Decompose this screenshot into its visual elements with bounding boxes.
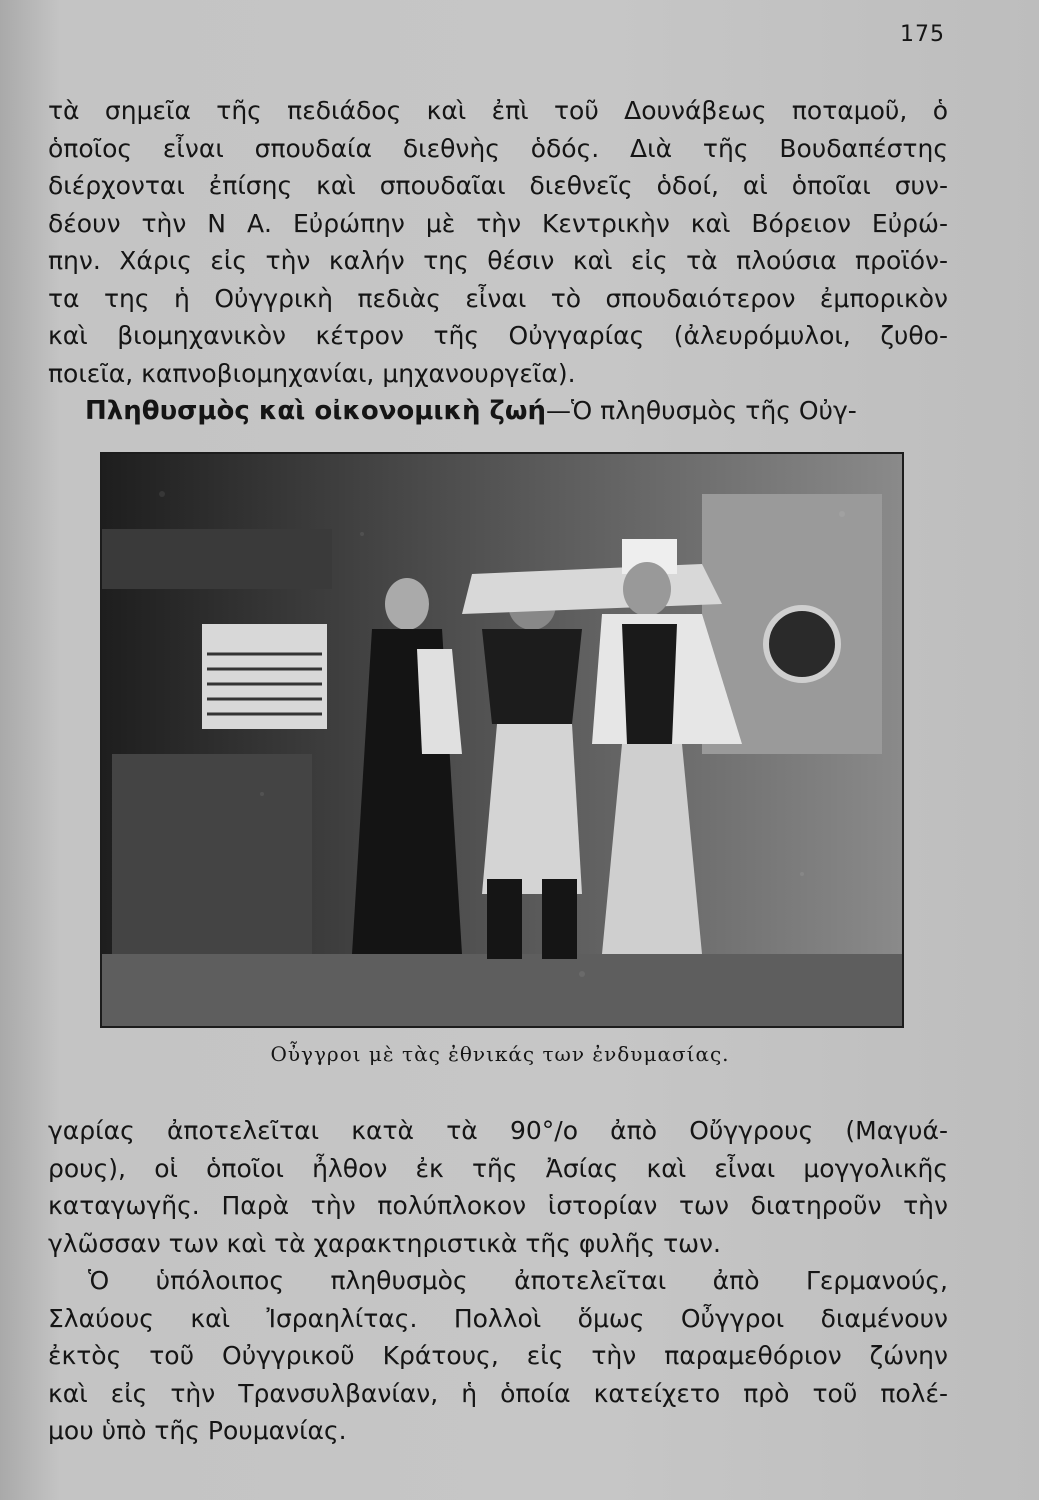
- text-line: γαρίας ἀποτελεῖται κατὰ τὰ 90°/ο ἀπὸ Οὔγγρους (Μαγυά-: [48, 1116, 948, 1145]
- text-line: καὶ εἰς τὴν Τρανσυλβανίαν, ἡ ὁποία κατείχετο πρὸ τοῦ πολέ-: [48, 1378, 948, 1408]
- text-line: τὰ σημεῖα τῆς πεδιάδος καὶ ἐπὶ τοῦ Δουνάβεως ποταμοῦ, ὁ: [48, 96, 948, 125]
- photograph: [100, 452, 904, 1028]
- text-line: πην. Χάρις εἰς τὴν καλήν της θέσιν καὶ εἰς τὰ πλούσια προϊόν-: [48, 246, 948, 275]
- photograph-illustration: [102, 454, 902, 1026]
- text-line: ἐκτὸς τοῦ Οὐγγρικοῦ Κράτους, εἰς τὴν παραμεθόριον ζώνην: [48, 1341, 948, 1370]
- figure-caption: Οὖγγροι μὲ τὰς ἐθνικάς των ἐνδυμασίας.: [270, 1042, 730, 1066]
- bottom-paragraphs: [48, 1112, 948, 1450]
- wall-plate: [766, 608, 838, 680]
- text-line: δέουν τὴν Ν Α. Εὐρώπην μὲ τὴν Κεντρικὴν καὶ Βόρειον Εὐρώ-: [48, 208, 948, 238]
- section-heading-line: [85, 392, 945, 430]
- text-line: διέρχονται ἐπίσης καὶ σπουδαῖαι διεθνεῖς ὁδοί, αἱ ὁποῖαι συν-: [48, 171, 948, 200]
- text-line: τα της ἡ Οὐγγρικὴ πεδιὰς εἶναι τὸ σπουδαιότερον ἐμπορικὸν: [48, 283, 948, 313]
- wooden-shelf: [102, 529, 332, 589]
- text-line: καταγωγῆς. Παρὰ τὴν πολύπλοκον ἱστορίαν των διατηροῦν τὴν: [48, 1191, 948, 1220]
- text-line: ποιεῖα, καπνοβιομηχανίαι, μηχανουργεῖα).: [48, 358, 576, 388]
- floor: [102, 954, 902, 1026]
- text-line: ὁποῖος εἶναι σπουδαία διεθνὴς ὁδός. Διὰ τῆς Βουδαπέστης: [48, 133, 948, 163]
- text-line: γλῶσσαν των καὶ τὰ χαρακτηριστικὰ τῆς φυλῆς των.: [48, 1228, 721, 1258]
- text-line: Ὁ ὑπόλοιπος πληθυσμὸς ἀποτελεῖται ἀπὸ Γερμανούς,: [88, 1266, 948, 1295]
- section-heading: Πληθυσμὸς καὶ οἰκονομικὴ ζωή: [85, 396, 547, 426]
- page-number: 175: [900, 22, 945, 47]
- section-heading-continuation: —Ὁ πληθυσμὸς τῆς Οὐγ-: [546, 396, 857, 425]
- text-line: ρους), οἱ ὁποῖοι ἦλθον ἐκ τῆς Ἀσίας καὶ εἶναι μογγολικῆς: [48, 1153, 948, 1183]
- text-line: καὶ βιομηχανικὸν κέτρον τῆς Οὐγγαρίας (ἀλευρόμυλοι, ζυθο-: [48, 321, 948, 350]
- top-paragraph: [48, 92, 948, 392]
- text-line: Σλαύους καὶ Ἰσραηλίτας. Πολλοὶ ὅμως Οὖγγροι διαμένουν: [48, 1303, 948, 1333]
- text-line: μου ὑπὸ τῆς Ρουμανίας.: [48, 1416, 347, 1445]
